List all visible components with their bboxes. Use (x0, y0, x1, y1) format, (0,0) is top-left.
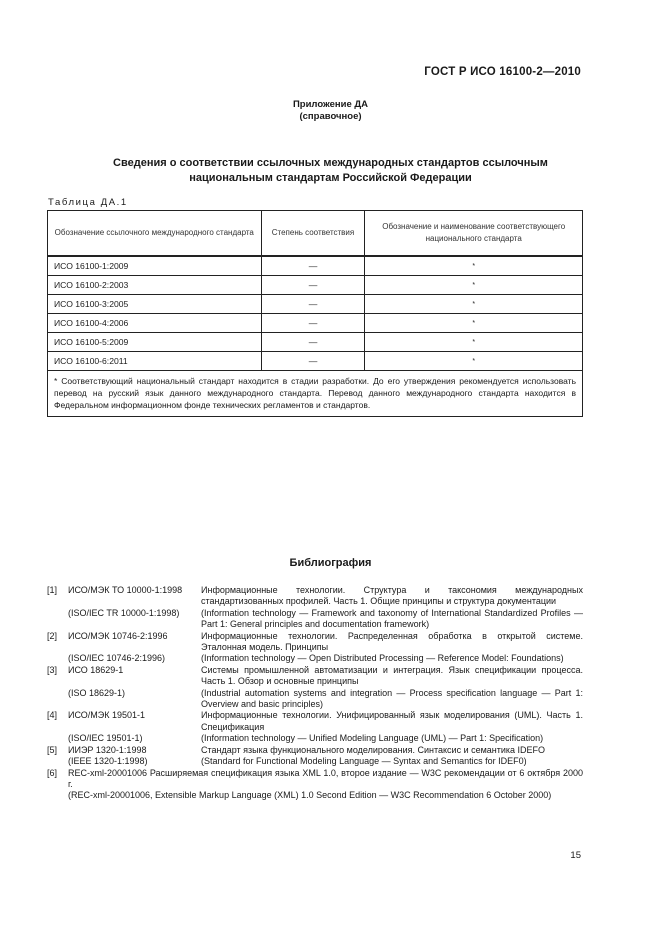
entry-code: (ISO 18629-1) (68, 687, 126, 698)
bibliography-entry (47, 653, 583, 664)
cell-degree: — (261, 314, 365, 333)
section-title-line-1: Сведения о соответствии ссылочных международных стандартов ссылочным (113, 157, 548, 169)
cell-degree: — (261, 256, 365, 276)
entry-text: Информационные технологии. Структура и таксономия международных стандартизованных профилей. Часть 1. Общие принципы и структура документации (201, 585, 583, 607)
entry-code: ИСО/МЭК ТО 10000-1:1998 (68, 585, 183, 595)
cell-designation: ИСО 16100-6:2011 (48, 352, 262, 371)
cell-degree: — (261, 276, 365, 295)
entry-number: [2] (47, 630, 58, 641)
cell-degree: — (261, 333, 365, 352)
cell-designation: ИСО 16100-1:2009 (48, 256, 262, 276)
bibliography-entry (47, 631, 583, 654)
cell-national: * (365, 295, 583, 314)
entry-text (68, 768, 583, 802)
table-footnote: * Соответствующий национальный стандарт находится в стадии разработки. До его утверждения рекомендуется использовать перевод на русский язык данного международного стандарта. Перевод данного международного стандарта находится в Федеральном информационном фонде технических регламентов и стандартов. (48, 371, 583, 417)
cell-national: * (365, 333, 583, 352)
entry-number: [1] (47, 585, 58, 595)
bibliography-entry (47, 768, 583, 802)
bibliography-entry (47, 585, 583, 608)
entry-code: ИИЭР 1320-1:1998 (68, 744, 147, 755)
appendix-subtitle: (справочное) (299, 111, 362, 122)
cell-designation: ИСО 16100-2:2003 (48, 276, 262, 295)
bibliography-list (47, 585, 583, 802)
section-title-line-2: национальным стандартам Российской Федерации (189, 172, 472, 184)
entry-text-russian: REC-xml-20001006 Расширяемая спецификация языка XML 1.0, второе издание — W3C рекомендации от 6 октября 2000 г. (68, 767, 583, 789)
entry-code: (ISO/IEC 19501-1) (68, 733, 143, 744)
bibliography-entry (47, 756, 583, 767)
cell-national: * (365, 314, 583, 333)
entry-text-english: (REC-xml-20001006, Extensible Markup Language (XML) 1.0 Second Edition — W3C Recommendation 6 October 2000) (68, 790, 552, 801)
table-row (48, 276, 583, 295)
column-header-degree: Степень соответствия (261, 211, 365, 257)
entry-number: [4] (47, 710, 58, 721)
appendix-title: Приложение ДА (292, 99, 369, 110)
cell-designation: ИСО 16100-3:2005 (48, 295, 262, 314)
table-row (48, 256, 583, 276)
correspondence-table (47, 210, 583, 417)
cell-national: * (365, 256, 583, 276)
entry-text: Стандарт языка функционального моделирования. Синтаксис и семантика IDEFO (201, 744, 546, 755)
bibliography-entry (47, 665, 583, 688)
column-header-designation: Обозначение ссылочного международного стандарта (48, 211, 262, 257)
entry-code: (ISO/IEC TR 10000-1:1998) (68, 607, 180, 618)
appendix-heading (0, 99, 661, 123)
entry-text: (Information technology — Open Distributed Processing — Reference Model: Foundations) (201, 653, 564, 664)
table-row (48, 333, 583, 352)
page-number: 15 (570, 850, 581, 861)
entry-text: (Information technology — Unified Modeling Language (UML) — Part 1: Specification) (201, 733, 544, 744)
entry-text: Информационные технологии. Унифицированный язык моделирования (UML). Часть 1. Спецификация (201, 710, 583, 732)
entry-code: ИСО 18629-1 (68, 664, 124, 675)
entry-text: Информационные технологии. Распределенная обработка в открытой системе. Эталонная модель. Принципы (201, 630, 583, 653)
bibliography-entry (47, 710, 583, 733)
entry-code: ИСО/МЭК 10746-2:1996 (68, 630, 168, 641)
standard-designation: ГОСТ Р ИСО 16100-2—2010 (424, 66, 581, 78)
bibliography-title: Библиография (289, 557, 372, 569)
entry-number: [5] (47, 744, 58, 755)
table-row (48, 295, 583, 314)
cell-degree: — (261, 352, 365, 371)
bibliography-entry (47, 608, 583, 631)
cell-designation: ИСО 16100-5:2009 (48, 333, 262, 352)
entry-code: ИСО/МЭК 19501-1 (68, 710, 146, 721)
bibliography-entry (47, 733, 583, 744)
entry-text: (Industrial automation systems and integration — Process specification language — Part 1: Overview and basic principles) (201, 687, 583, 710)
entry-text: (Information technology — Framework and taxonomy of International Standardized Profiles — Part 1: General principles and documentation framework) (201, 607, 583, 630)
cell-degree: — (261, 295, 365, 314)
table-footnote-row (48, 371, 583, 417)
entry-code: (ISO/IEC 10746-2:1996) (68, 653, 166, 664)
bibliography-entry (47, 688, 583, 711)
section-title (60, 156, 601, 186)
cell-national: * (365, 352, 583, 371)
table-label: Таблица ДА.1 (48, 197, 128, 208)
bibliography-entry (47, 745, 583, 756)
column-header-national: Обозначение и наименование соответствующего национального стандарта (365, 211, 583, 257)
cell-national: * (365, 276, 583, 295)
table-row (48, 352, 583, 371)
cell-designation: ИСО 16100-4:2006 (48, 314, 262, 333)
table-row (48, 314, 583, 333)
entry-number: [3] (47, 664, 58, 675)
entry-code: (IEEE 1320-1:1998) (68, 756, 148, 767)
table-header-row (48, 211, 583, 257)
entry-text: (Standard for Functional Modeling Language — Syntax and Semantics for IDEF0) (201, 756, 527, 767)
entry-text: Системы промышленной автоматизации и интеграция. Язык спецификации процесса. Часть 1. Обзор и основные принципы (201, 664, 583, 687)
entry-number: [6] (47, 767, 58, 778)
